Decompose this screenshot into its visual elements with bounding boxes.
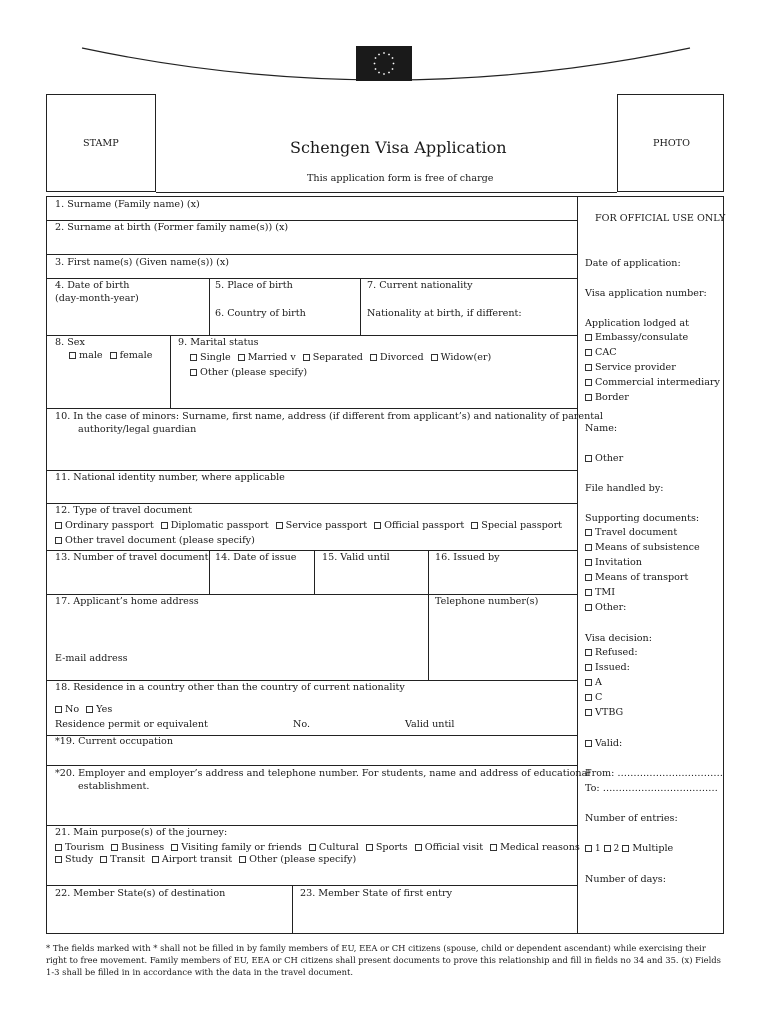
checkbox-icon[interactable] [171,844,178,851]
official-valid-option[interactable]: Valid: [585,738,622,750]
lodged-border-option[interactable]: Border [585,392,720,407]
checkbox-icon[interactable] [585,604,592,611]
checkbox-icon[interactable] [585,394,592,401]
lodged-service-provider-option[interactable]: Service provider [585,362,720,377]
official-entries-options [585,843,673,855]
supporting-invitation-option[interactable]: Invitation [585,557,700,572]
checkbox-icon[interactable] [276,522,283,529]
checkbox-icon[interactable] [86,706,93,713]
residence-permit-number[interactable]: No. [293,719,311,730]
official-passport-option[interactable]: Official passport [374,520,464,531]
checkbox-icon[interactable] [55,844,62,851]
field-17-telephone[interactable]: Telephone number(s) [435,596,539,607]
field-17-home-address[interactable]: 17. Applicant’s home address [55,596,199,607]
field-2-surname-at-birth[interactable]: 2. Surname at birth (Former family name(s)) (x) [55,222,289,233]
residence-permit-label[interactable]: Residence permit or equivalent [55,719,208,730]
field-10-minors-line2: authority/legal guardian [78,424,197,435]
checkbox-icon[interactable] [585,694,592,701]
purpose-business-option[interactable]: Business [111,842,164,853]
marital-separated-option[interactable]: Separated [303,352,363,363]
sex-male-option[interactable]: male [69,350,103,361]
entries-2-option[interactable]: 2 [604,843,620,854]
checkbox-icon[interactable] [111,844,118,851]
checkbox-icon[interactable] [100,856,107,863]
field-21-purpose: 21. Main purpose(s) of the journey: [55,827,228,838]
checkbox-icon[interactable] [152,856,159,863]
checkbox-icon[interactable] [622,845,629,852]
field-22-destination[interactable]: 22. Member State(s) of destination [55,888,226,899]
ordinary-passport-option[interactable]: Ordinary passport [55,520,154,531]
purpose-sports-option[interactable]: Sports [366,842,408,853]
field-10-minors[interactable]: 10. In the case of minors: Surname, first name, address (if different from applicant’s) and nationality of parental [55,411,603,422]
field-9-marital-status: 9. Marital status [178,337,259,348]
checkbox-icon[interactable] [415,844,422,851]
checkbox-icon[interactable] [585,334,592,341]
checkbox-icon[interactable] [585,589,592,596]
field-20-employer[interactable]: *20. Employer and employer’s address and telephone number. For students, name and address of educational [55,768,591,779]
checkbox-icon[interactable] [585,544,592,551]
lodged-commercial-option[interactable]: Commercial intermediary [585,377,720,392]
photo-label: PHOTO [653,138,690,149]
marital-other-option[interactable]: Other (please specify) [190,367,307,379]
checkbox-icon[interactable] [431,354,438,361]
official-number-of-days: Number of days: [585,874,666,885]
page-subtitle: This application form is free of charge [307,173,494,184]
travel-doc-options [55,520,569,532]
official-from[interactable]: From: …………………………… [585,768,723,779]
eu-flag-icon [356,46,412,81]
purpose-airport-transit-option[interactable]: Airport transit [152,854,232,865]
checkbox-icon[interactable] [374,522,381,529]
field-23-first-entry[interactable]: 23. Member State of first entry [300,888,452,899]
field-20-employer-line2: establishment. [78,781,150,792]
official-other-option[interactable]: Other [585,453,623,465]
supporting-travel-document-option[interactable]: Travel document [585,527,700,542]
checkbox-icon[interactable] [238,354,245,361]
official-visa-decision: Visa decision: [585,633,652,644]
supporting-other-option[interactable]: Other: [585,602,700,617]
checkbox-icon[interactable] [585,845,592,852]
marital-options [190,352,498,364]
official-date-of-application: Date of application: [585,258,681,269]
footnote: * The fields marked with * shall not be filled in by family members of EU, EEA or CH citizens (spouse, child or dependent ascendant) while exercising their right to free movement. Family members of EU, EEA or CH citizens shall present documents to prove this relationship and fill in fields no 34 and 35. (x) Fields 1-3 shall be filled in in accordance with the data in the travel document. [46,943,721,977]
official-file-handled-by: File handled by: [585,483,664,494]
field-4-date-of-birth[interactable]: 4. Date of birth [55,280,130,291]
lodged-embassy-option[interactable]: Embassy/consulate [585,332,720,347]
checkbox-icon[interactable] [585,679,592,686]
checkbox-icon[interactable] [303,354,310,361]
residence-yes-option[interactable]: Yes [86,704,112,715]
page-title: Schengen Visa Application [290,138,507,157]
stamp-label: STAMP [83,138,119,149]
field-7-current-nationality[interactable]: 7. Current nationality [367,280,473,291]
checkbox-icon[interactable] [190,369,197,376]
official-visa-application-number: Visa application number: [585,288,707,299]
decision-vtbg-option[interactable]: VTBG [585,707,638,722]
diplomatic-passport-option[interactable]: Diplomatic passport [161,520,269,531]
field-3-first-name[interactable]: 3. First name(s) (Given name(s)) (x) [55,257,230,268]
official-supporting-options [585,527,700,617]
checkbox-icon[interactable] [161,522,168,529]
purpose-study-option[interactable]: Study [55,854,93,865]
service-passport-option[interactable]: Service passport [276,520,368,531]
residence-no-option[interactable]: No [55,704,79,715]
decision-refused-option[interactable]: Refused: [585,647,638,662]
entries-1-option[interactable]: 1 [585,843,601,854]
field-15-valid-until[interactable]: 15. Valid until [322,552,390,563]
marital-widow-option[interactable]: Widow(er) [431,352,492,363]
checkbox-icon[interactable] [585,455,592,462]
checkbox-icon[interactable] [585,349,592,356]
supporting-subsistence-option[interactable]: Means of subsistence [585,542,700,557]
entries-multiple-option[interactable]: Multiple [622,843,673,854]
checkbox-icon[interactable] [309,844,316,851]
field-17-email[interactable]: E-mail address [55,653,128,664]
supporting-tmi-option[interactable]: TMI [585,587,700,602]
field-7-nationality-at-birth[interactable]: Nationality at birth, if different: [367,308,522,319]
checkbox-icon[interactable] [585,664,592,671]
marital-married-option[interactable]: Married v [238,352,296,363]
checkbox-icon[interactable] [69,352,76,359]
checkbox-icon[interactable] [366,844,373,851]
checkbox-icon[interactable] [585,709,592,716]
checkbox-icon[interactable] [55,522,62,529]
supporting-transport-option[interactable]: Means of transport [585,572,700,587]
checkbox-icon[interactable] [585,379,592,386]
field-16-issued-by[interactable]: 16. Issued by [435,552,500,563]
field-11-national-id[interactable]: 11. National identity number, where applicable [55,472,285,483]
official-lodged-at: Application lodged at [585,318,689,329]
field-5-place-of-birth[interactable]: 5. Place of birth [215,280,293,291]
marital-single-option[interactable]: Single [190,352,231,363]
checkbox-icon[interactable] [55,856,62,863]
field-1-surname[interactable]: 1. Surname (Family name) (x) [55,199,200,210]
checkbox-icon[interactable] [239,856,246,863]
purpose-transit-option[interactable]: Transit [100,854,145,865]
purpose-options-row1 [55,842,587,854]
field-6-country-of-birth[interactable]: 6. Country of birth [215,308,306,319]
checkbox-icon[interactable] [585,559,592,566]
checkbox-icon[interactable] [490,844,497,851]
special-passport-option[interactable]: Special passport [471,520,562,531]
decision-issued-option[interactable]: Issued: [585,662,638,677]
lodged-cac-option[interactable]: CAC [585,347,720,362]
checkbox-icon[interactable] [471,522,478,529]
checkbox-icon[interactable] [585,529,592,536]
official-to[interactable]: To: ……………………………… [585,783,718,794]
purpose-options-row2 [55,854,363,866]
official-number-of-entries: Number of entries: [585,813,678,824]
purpose-cultural-option[interactable]: Cultural [309,842,359,853]
purpose-official-visit-option[interactable]: Official visit [415,842,483,853]
checkbox-icon[interactable] [585,574,592,581]
residence-options [55,704,119,716]
checkbox-icon[interactable] [55,706,62,713]
field-13-document-number[interactable]: 13. Number of travel document [55,552,209,563]
official-decision-options [585,647,638,722]
decision-a-option[interactable]: A [585,677,638,692]
sex-options [69,350,159,362]
official-supporting-documents: Supporting documents: [585,513,700,524]
residence-permit-valid-until[interactable]: Valid until [405,719,455,730]
checkbox-icon[interactable] [55,537,62,544]
official-name: Name: [585,423,618,434]
field-12-travel-document-type: 12. Type of travel document [55,505,193,516]
field-8-sex: 8. Sex [55,337,85,348]
decision-c-option[interactable]: C [585,692,638,707]
field-18-residence: 18. Residence in a country other than the country of current nationality [55,682,405,693]
field-4-date-format: (day-month-year) [55,293,139,304]
checkbox-icon[interactable] [370,354,377,361]
field-14-date-of-issue[interactable]: 14. Date of issue [215,552,297,563]
other-travel-document-option[interactable]: Other travel document (please specify) [55,535,255,547]
purpose-visiting-option[interactable]: Visiting family or friends [171,842,302,853]
checkbox-icon[interactable] [585,364,592,371]
official-use-heading: FOR OFFICIAL USE ONLY [595,213,726,224]
purpose-medical-option[interactable]: Medical reasons [490,842,580,853]
purpose-other-option[interactable]: Other (please specify) [239,854,356,865]
field-19-current-occupation[interactable]: *19. Current occupation [55,736,173,747]
checkbox-icon[interactable] [110,352,117,359]
checkbox-icon[interactable] [585,649,592,656]
purpose-tourism-option[interactable]: Tourism [55,842,104,853]
checkbox-icon[interactable] [604,845,611,852]
checkbox-icon[interactable] [585,740,592,747]
official-lodged-options [585,332,720,407]
marital-divorced-option[interactable]: Divorced [370,352,424,363]
checkbox-icon[interactable] [190,354,197,361]
sex-female-option[interactable]: female [110,350,153,361]
